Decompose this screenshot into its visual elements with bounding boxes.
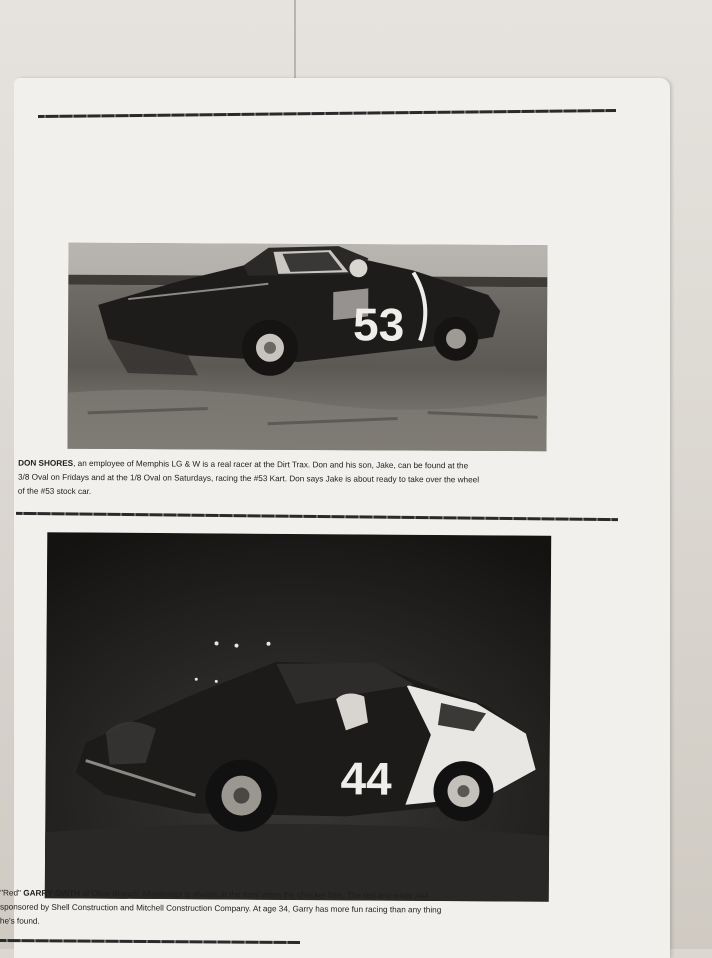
caption-1-line-3: of the #53 stock car. <box>17 486 92 497</box>
car-number-44: 44 <box>340 752 392 805</box>
caption-2-prefix: "Red" <box>0 888 24 898</box>
caption-1-line-1: , an employee of Memphis LG & W is a real racer at the Dirt Trax. Don and his son, Jake, can be found at the <box>73 458 469 471</box>
caption-2-line-1: of Olive Branch, Mississippi is always at the front when the checker falls. The red and white #44 <box>80 889 429 901</box>
caption-2-line-2: sponsored by Shell Construction and Mitchell Construction Company. At age 34, Garry has more fun racing than any thing <box>0 902 442 915</box>
wall-crease <box>294 0 296 80</box>
race-car-photo-53 <box>67 243 547 452</box>
caption-garry-smith <box>0 886 441 931</box>
race-car-44-illustration <box>45 532 552 902</box>
race-car-photo-44 <box>45 532 552 902</box>
race-car-53-illustration <box>67 243 547 452</box>
caption-2-line-3: he's found. <box>0 916 40 926</box>
car-number-53: 53 <box>352 298 405 351</box>
caption-1-line-2: 3/8 Oval on Fridays and at the 1/8 Oval on Saturdays, racing the #53 Kart. Don says Jake is about ready to take over the wheel <box>17 472 480 485</box>
caption-2-name: GARRY SMITH <box>23 888 81 899</box>
caption-don-shores <box>18 457 479 502</box>
caption-1-name: DON SHORES <box>18 458 74 468</box>
